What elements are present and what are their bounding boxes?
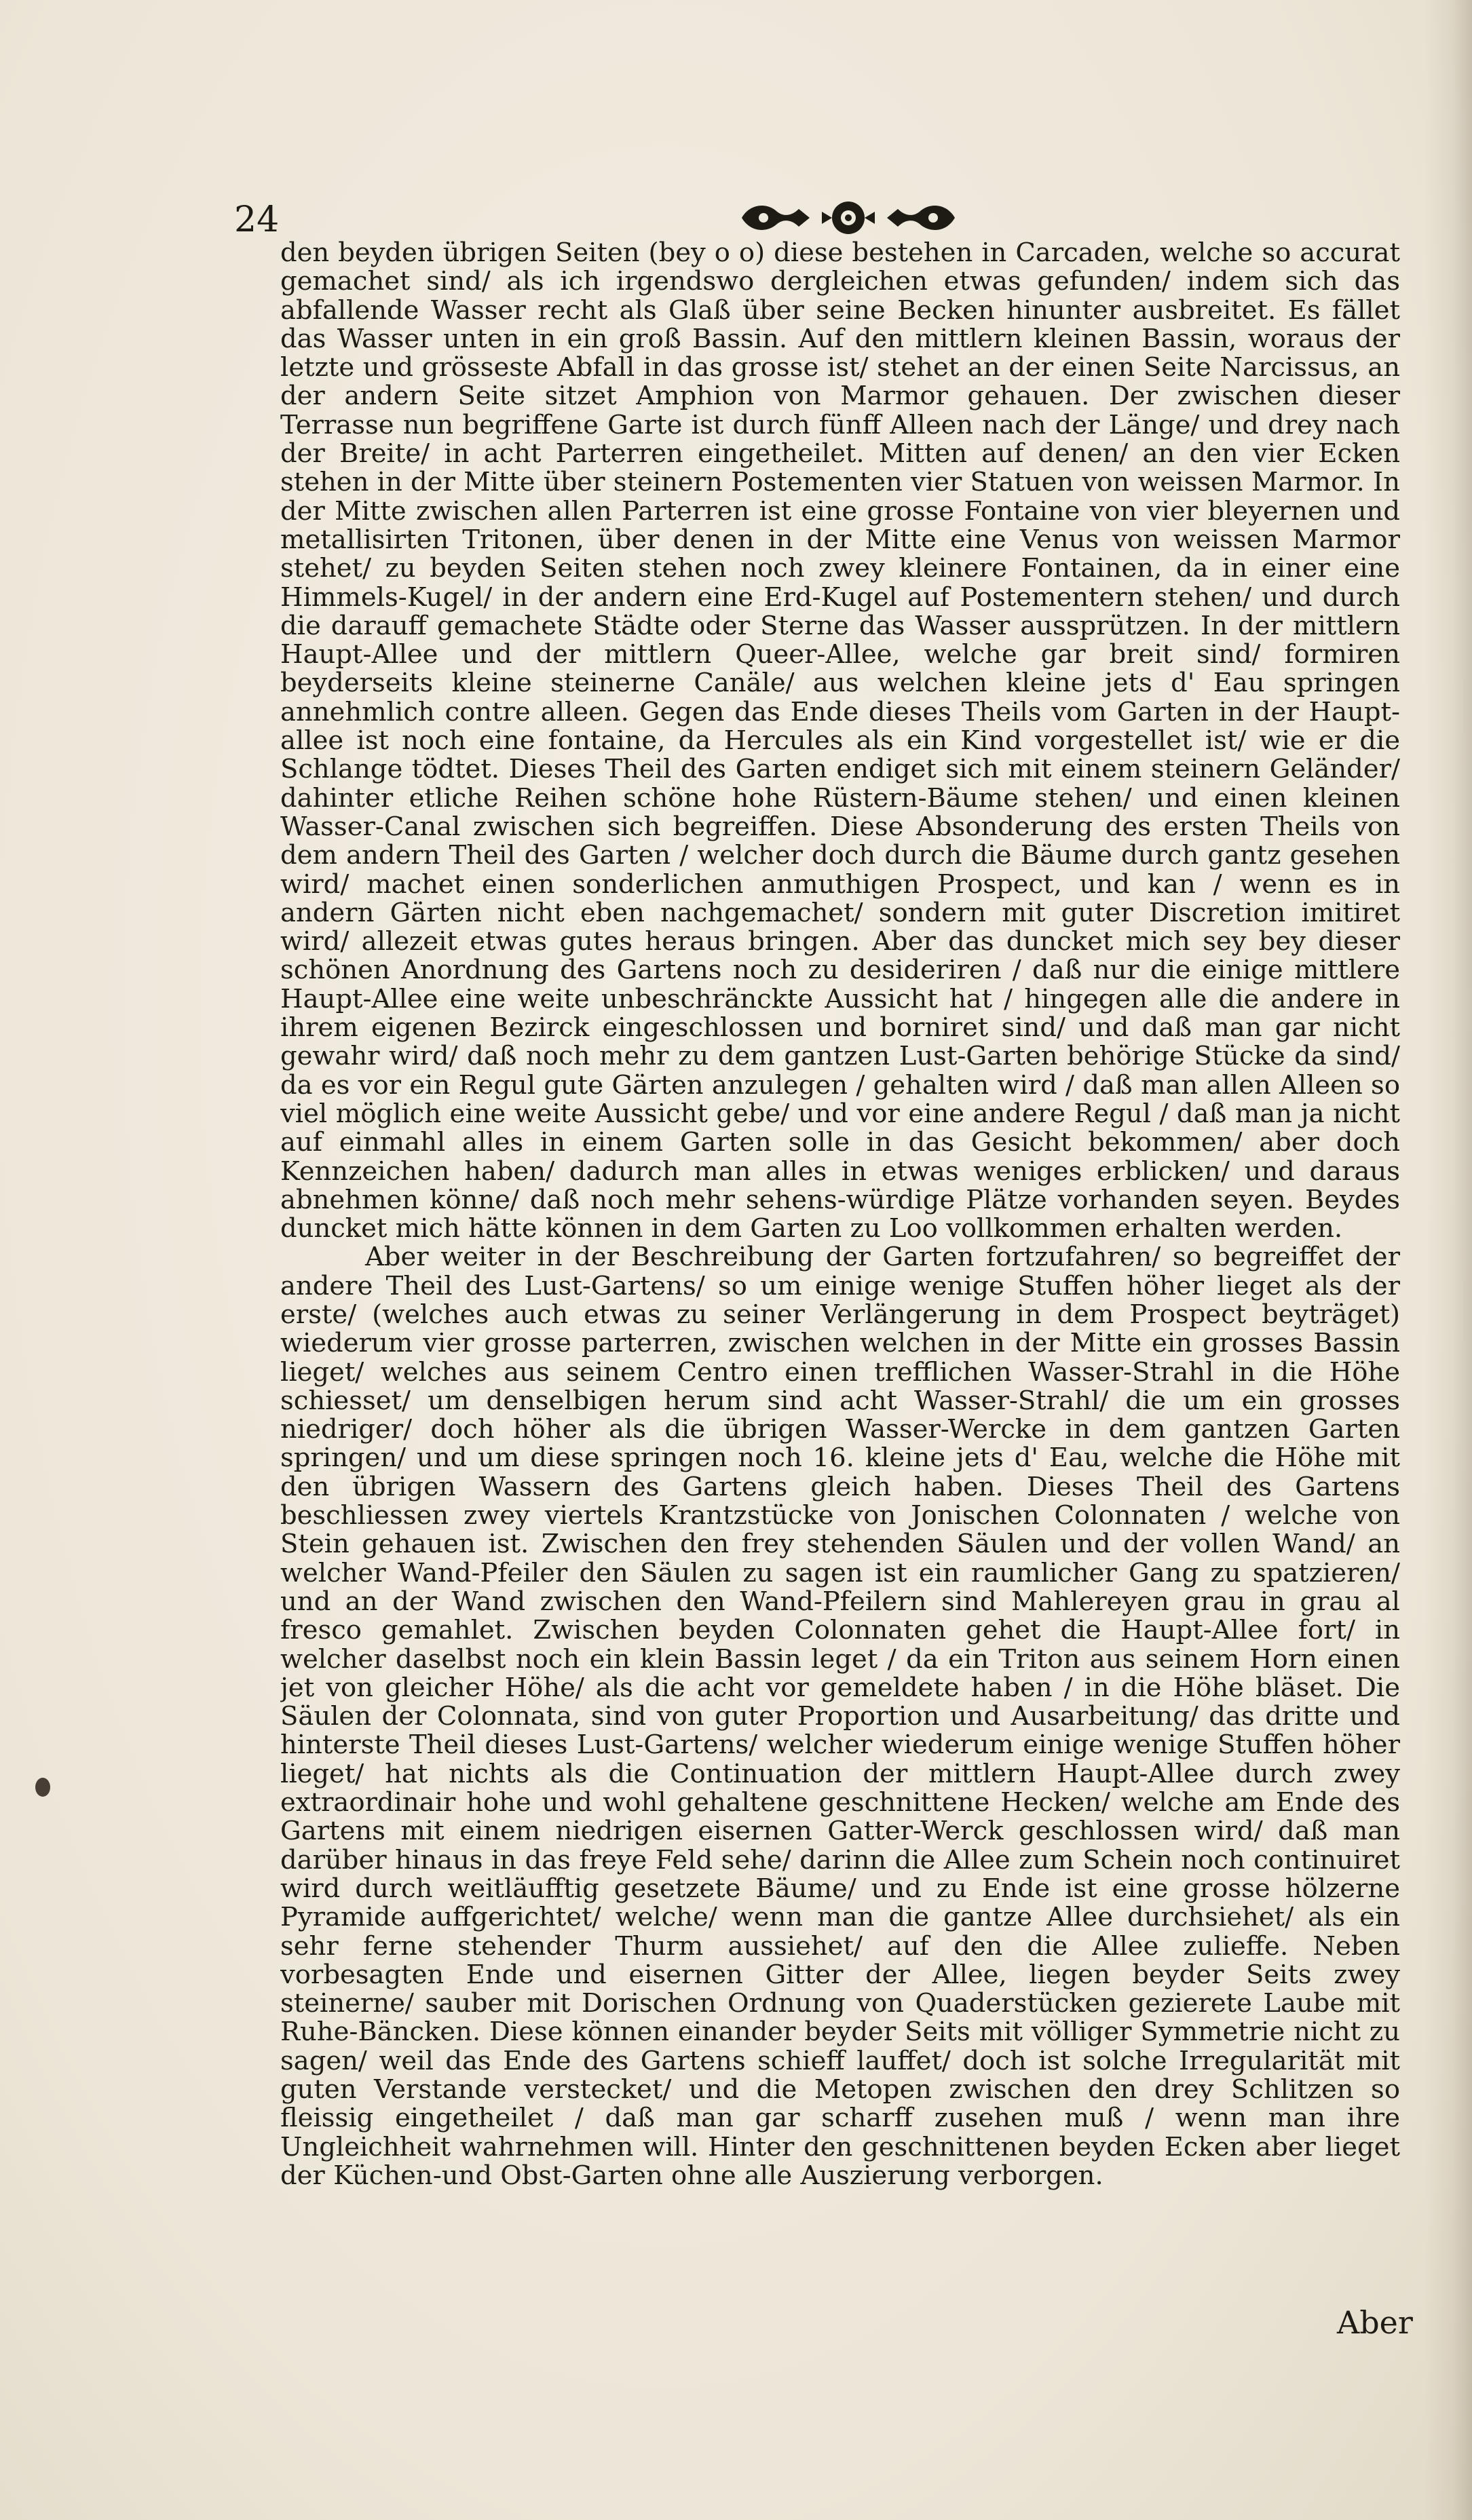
- page-number: 24: [234, 199, 280, 240]
- ornament-icon: [736, 197, 960, 239]
- catchword: Aber: [1337, 2304, 1413, 2341]
- page-header: [234, 197, 1401, 244]
- ink-blot: [35, 1778, 50, 1797]
- page-gutter-shadow: [1424, 0, 1472, 2520]
- paragraph-1: den beyden übrigen Seiten (bey o o) diese bestehen in Carcaden, welche so accurat gemachet sind/ als ich irgendswo dergleichen etwas gefunden/ indem sich das abfallende Wasser recht als Glaß über seine Becken hinunter ausbreitet. Es fället das Wasser unten in ein groß Bassin. Auf den mittlern kleinen Bassin, woraus der letzte und grösseste Abfall in das grosse ist/ stehet an der einen Seite Narcissus, an der andern Seite sitzet Amphion von Marmor gehauen. Der zwischen dieser Terrasse nun begriffene Garte ist durch fünff Alleen nach der Länge/ und drey nach der Breite/ in acht Parterren eingetheilet. Mitten auf denen/ an den vier Ecken stehen in der Mitte über steinern Postementen vier Statuen von weissen Marmor. In der Mitte zwischen allen Parterren ist eine grosse Fontaine von vier bleyernen und metallisirten Tritonen, über denen in der Mitte eine Venus von weissen Marmor stehet/ zu beyden Seiten stehen noch zwey kleinere Fontainen, da in einer eine Himmels-Kugel/ in der andern eine Erd-Kugel auf Postementern stehen/ und durch die darauff gemachete Städte oder Sterne das Wasser aussprützen. In der mittlern Haupt-Allee und der mittlern Queer-Allee, welche gar breit sind/ formiren beyderseits kleine steinerne Canäle/ aus welchen kleine jets d' Eau springen annehmlich contre alleen. Gegen das Ende dieses Theils vom Garten in der Haupt-allee ist noch eine fontaine, da Hercules als ein Kind vorgestellet ist/ wie er die Schlange tödtet. Dieses Theil des Garten endiget sich mit einem steinern Geländer/ dahinter etliche Reihen schöne hohe Rüstern-Bäume stehen/ und einen kleinen Wasser-Canal zwischen sich begreiffen. Diese Absonderung des ersten Theils von dem andern Theil des Garten / welcher doch durch die Bäume durch gantz gesehen wird/ machet einen sonderlichen anmuthigen Prospect, und kan / wenn es in andern Gärten nicht eben nachgemachet/ sondern mit guter Discretion imitiret wird/ allezeit etwas gutes heraus bringen. Aber das duncket mich sey bey dieser schönen Anordnung des Gartens noch zu desideriren / daß nur die einige mittlere Haupt-Allee eine weite unbeschränckte Aussicht hat / hingegen alle die andere in ihrem eigenen Bezirck eingeschlossen und borniret sind/ und daß man gar nicht gewahr wird/ daß noch mehr zu dem gantzen Lust-Garten behörige Stücke da sind/ da es vor ein Regul gute Gärten anzulegen / gehalten wird / daß man allen Alleen so viel möglich eine weite Aussicht gebe/ und vor eine andere Regul / daß man ja nicht auf einmahl alles in einem Garten solle in das Gesicht bekommen/ aber doch Kennzeichen haben/ dadurch man alles in etwas weniges erblicken/ und daraus abnehmen könne/ daß noch mehr sehens-würdige Plätze vorhanden seyen. Beydes duncket mich hätte können in dem Garten zu Loo vollkommen erhalten werden.: [280, 239, 1400, 1244]
- paragraph-2: Aber weiter in der Beschreibung der Garten fortzufahren/ so begreiffet der andere Theil des Lust-Gartens/ so um einige wenige Stuffen höher lieget als der erste/ (welches auch etwas zu seiner Verlängerung in dem Prospect beyträget) wiederum vier grosse parterren, zwischen welchen in der Mitte ein grosses Bassin lieget/ welches aus seinem Centro einen trefflichen Wasser-Strahl in die Höhe schiesset/ um denselbigen herum sind acht Wasser-Strahl/ die um ein grosses niedriger/ doch höher als die übrigen Wasser-Wercke in dem gantzen Garten springen/ und um diese springen noch 16. kleine jets d' Eau, welche die Höhe mit den übrigen Wassern des Gartens gleich haben. Dieses Theil des Gartens beschliessen zwey viertels Krantzstücke von Jonischen Colonnaten / welche von Stein gehauen ist. Zwischen den frey stehenden Säulen und der vollen Wand/ an welcher Wand-Pfeiler den Säulen zu sagen ist ein raumlicher Gang zu spatzieren/ und an der Wand zwischen den Wand-Pfeilern sind Mahlereyen grau in grau al fresco gemahlet. Zwischen beyden Colonnaten gehet die Haupt-Allee fort/ in welcher daselbst noch ein klein Bassin leget / da ein Triton aus seinem Horn einen jet von gleicher Höhe/ als die acht vor gemeldete haben / in die Höhe bläset. Die Säulen der Colonnata, sind von guter Proportion und Ausarbeitung/ das dritte und hinterste Theil dieses Lust-Gartens/ welcher wiederum einige wenige Stuffen höher lieget/ hat nichts als die Continuation der mittlern Haupt-Allee durch zwey extraordinair hohe und wohl gehaltene geschnittene Hecken/ welche am Ende des Gartens mit einem niedrigen eisernen Gatter-Werck geschlossen wird/ daß man darüber hinaus in das freye Feld sehe/ darinn die Allee zum Schein noch continuiret wird durch weitläufftig gesetzete Bäume/ und zu Ende ist eine grosse hölzerne Pyramide auffgerichtet/ welche/ wenn man die gantze Allee durchsiehet/ als ein sehr ferne stehender Thurm aussiehet/ auf den die Allee zulieffe. Neben vorbesagten Ende und eisernen Gitter der Allee, liegen beyder Seits zwey steinerne/ sauber mit Dorischen Ordnung von Quaderstücken gezierete Laube mit Ruhe-Bäncken. Diese können einander beyder Seits mit völliger Symmetrie nicht zu sagen/ weil das Ende des Gartens schieff lauffet/ doch ist solche Irregularität mit guten Verstande verstecket/ und die Metopen zwischen den drey Schlitzen so fleissig eingetheilet / daß man gar scharff zusehen muß / wenn man ihre Ungleichheit wahrnehmen will. Hinter den geschnittenen beyden Ecken aber lieget der Küchen-und Obst-Garten ohne alle Auszierung verborgen.: [280, 1242, 1400, 2191]
- body-text: [280, 239, 1400, 2268]
